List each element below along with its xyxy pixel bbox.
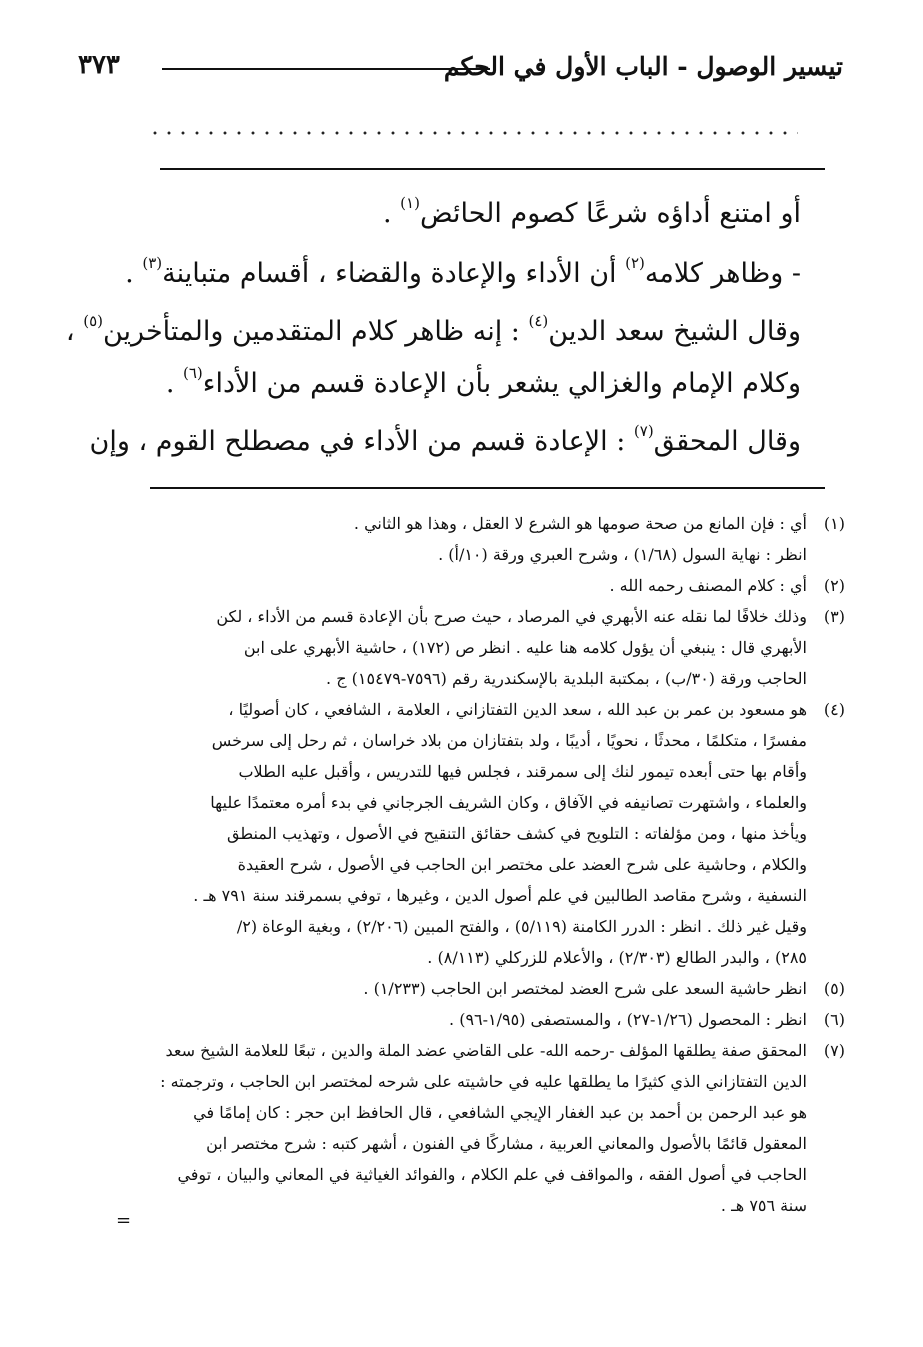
- footnote-ref: (٥): [83, 312, 103, 330]
- footnote-number: (٢): [823, 576, 845, 595]
- footnote-number: (٧): [823, 1041, 845, 1060]
- footnote-number: (٤): [823, 700, 845, 719]
- dotted-separator: [148, 130, 798, 136]
- body-line: أو امتنع أداؤه شرعًا كصوم الحائض$^{(١)}$ .: [382, 194, 801, 229]
- footnotes: [75, 508, 845, 1221]
- main-text-top-rule: [160, 168, 825, 170]
- body-line: وقال المحقق$^{(٧)}$ : الإعادة قسم من الأداء في مصطلح القوم ، وإن: [89, 422, 801, 457]
- footnote: (٧) المحقق صفة يطلقها المؤلف -رحمه الله- على القاضي عضد الملة والدين ، تبعًا للعلامة الشيخ سعد الدين التفتازاني الذي كثيرًا ما يطلقها عليه في حاشيته على شرحه لمختصر ابن الحاجب ، وترجمته : هو عبد الرحمن بن أحمد بن عبد الغفار الإيجي الشافعي ، قال الحافظ ابن حجر : كان إمامًا في المعقول قائمًا بالأصول والمعاني العربية ، مشاركًا في الفنون ، أشهر كتبه : شرح مختصر ابن الحاجب في أصول الفقه ، والمواقف في علم الكلام ، والفوائد الغياثية في المعاني والبيان ، توفي سنة ٧٥٦ هـ .: [75, 1035, 845, 1221]
- body-line: وكلام الإمام والغزالي يشعر بأن الإعادة قسم من الأداء$^{(٦)}$ .: [165, 364, 801, 399]
- body-line: - وظاهر كلامه$^{(٢)}$ أن الأداء والإعادة والقضاء ، أقسام متباينة$^{(٣)}$ .: [125, 254, 801, 289]
- footnote: (٢) أي : كلام المصنف رحمه الله .: [75, 570, 845, 601]
- footnote-ref: (٢): [625, 254, 645, 272]
- body-line: وقال الشيخ سعد الدين$^{(٤)}$ : إنه ظاهر كلام المتقدمين والمتأخرين$^{(٥)}$ ،: [65, 312, 801, 347]
- footnote: (١) أي : فإن المانع من صحة صومها هو الشرع لا العقل ، وهذا هو الثاني . انظر : نهاية السول (١/٦٨) ، وشرح العبري ورقة (١٠/أ) .: [75, 508, 845, 570]
- footnote-number: (٦): [823, 1010, 845, 1029]
- header-rule: [162, 68, 490, 70]
- footnote: (٣) وذلك خلافًا لما نقله عنه الأبهري في المرصاد ، حيث صرح بأن الإعادة قسم من الأداء ، لكن الأبهري قال : ينبغي أن يؤول كلامه هنا عليه . انظر ص (١٧٢) ، حاشية الأبهري على ابن الحاجب ورقة (٣٠/ب) ، بمكتبة البلدية بالإسكندرية رقم (٧٥٩٦-١٥٤٧٩) ج .: [75, 601, 845, 694]
- footnote-ref: (٣): [142, 254, 163, 272]
- continuation-mark: =: [116, 1210, 132, 1231]
- footnote-ref: (٦): [183, 364, 203, 382]
- footnote-number: (٥): [823, 979, 845, 998]
- footnote-ref: (٧): [633, 422, 654, 440]
- footnote-number: (٣): [823, 607, 845, 626]
- footnote: (٦) انظر : المحصول (١/٢٦-٢٧) ، والمستصفى (١/٩٥-٩٦) .: [75, 1004, 845, 1035]
- running-header-title: تيسير الوصول - الباب الأول في الحكم: [443, 52, 843, 81]
- footnote-ref: (١): [400, 194, 420, 212]
- footnote: (٥) انظر حاشية السعد على شرح العضد لمختصر ابن الحاجب (١/٢٣٣) .: [75, 973, 845, 1004]
- footnote-number: (١): [823, 514, 845, 533]
- footnote: (٤) هو مسعود بن عمر بن عبد الله ، سعد الدين التفتازاني ، العلامة ، الشافعي ، كان أصوليًا ، مفسرًا ، متكلمًا ، محدثًا ، نحويًا ، أديبًا ، ولد بتفتازان من بلاد خراسان ، ثم رحل إلى سرخس وأقام بها حتى أبعده تيمور لنك إلى سمرقند ، فجلس فيها للتدريس ، وأقبل عليه الطلاب والعلماء ، واشتهرت تصانيفه في الآفاق ، وكان الشريف الجرجاني في بدء أمره معتمدًا عليها ويأخذ منها ، ومن مؤلفاته : التلويح في كشف حقائق التنقيح في الأصول ، وتهذيب المنطق والكلام ، وحاشية على شرح العضد على مختصر ابن الحاجب في الأصول ، شرح العقيدة النسفية ، وشرح مقاصد الطالبين في علم أصول الدين ، وغيرها ، توفي بسمرقند سنة ٧٩١ هـ . وقيل غير ذلك . انظر : الدرر الكامنة (٥/١١٩) ، والفتح المبين (٢/٢٠٦) ، وبغية الوعاة (٢/ ٢٨٥) ، والبدر الطالع (٢/٣٠٣) ، والأعلام للزركلي (٨/١١٣) .: [75, 694, 845, 973]
- footnote-ref: (٤): [528, 312, 549, 330]
- page-number: ٣٧٣: [78, 50, 120, 80]
- footnotes-rule: [150, 487, 825, 489]
